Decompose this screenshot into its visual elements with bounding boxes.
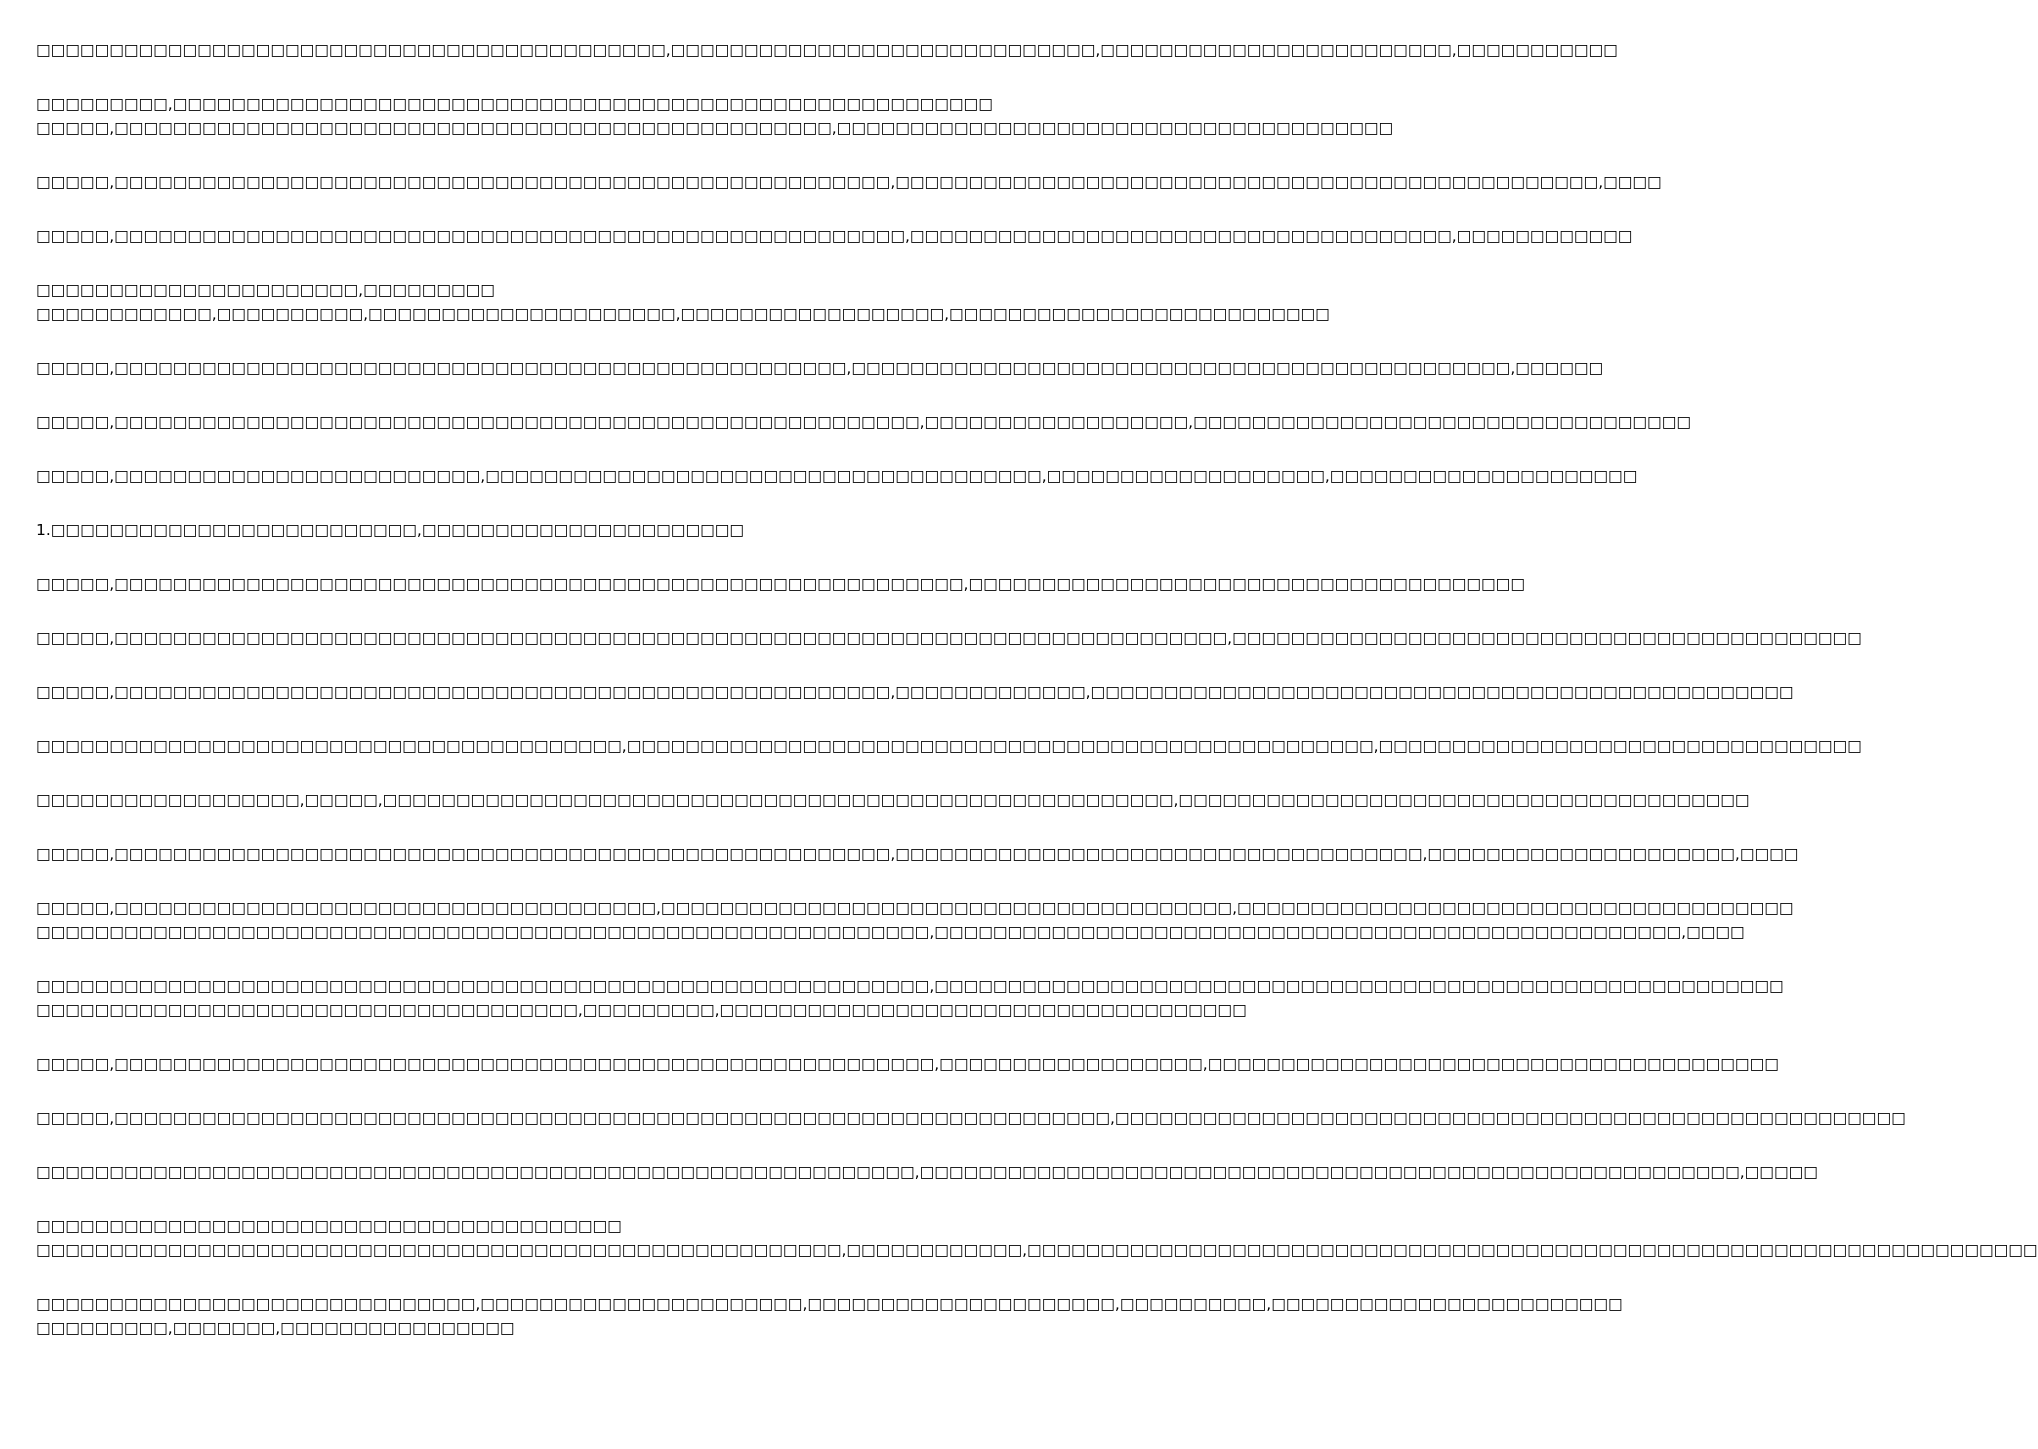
paragraph-21-line-1: □□□□□□□□□□□□□□□□□□□□□□□□□□□□□□□□□□□□□□□□ (36, 1217, 622, 1235)
paragraph-16-line-2: □□□□□□□□□□□□□□□□□□□□□□□□□□□□□□□□□□□□□□□□□□□□□□□□□□□□□□□□□□□□□,□□□□□□□□□□□□□□□□□□□□□□□□□□□□□□□□□□□□□□□□□□□□□□□□□□□,□□□□ (36, 923, 1745, 941)
paragraph-7: □□□□□,□□□□□□□□□□□□□□□□□□□□□□□□□□□□□□□□□□□□□□□□□□□□□□□□□□□□□□□,□□□□□□□□□□□□□□□□□□,□□□□□□□□□□□□□□□□□□□□□□□□□□□□□□□□□□ (36, 413, 1691, 431)
paragraph-4: □□□□□,□□□□□□□□□□□□□□□□□□□□□□□□□□□□□□□□□□□□□□□□□□□□□□□□□□□□□□,□□□□□□□□□□□□□□□□□□□□□□□□□□□□□□□□□□□□□,□□□□□□□□□□□□ (36, 227, 1633, 245)
paragraph-17-line-1: □□□□□□□□□□□□□□□□□□□□□□□□□□□□□□□□□□□□□□□□□□□□□□□□□□□□□□□□□□□□□,□□□□□□□□□□□□□□□□□□□□□□□□□□□□□□□□□□□□□□□□□□□□□□□□□□□□□□□□□□ (36, 977, 1784, 995)
paragraph-18: □□□□□,□□□□□□□□□□□□□□□□□□□□□□□□□□□□□□□□□□□□□□□□□□□□□□□□□□□□□□□□,□□□□□□□□□□□□□□□□□□,□□□□□□□□□□□□□□□□□□□□□□□□□□□□□□□□□□□□□□□ (36, 1055, 1779, 1073)
paragraph-21-line-2: □□□□□□□□□□□□□□□□□□□□□□□□□□□□□□□□□□□□□□□□□□□□□□□□□□□□□□□,□□□□□□□□□□□□,□□□□□□□□□□□□□□□□□□□□□□□□□□□□□□□□□□□□□□□□□□□□□□□□□□□□□□□□□□□□□□□□□□□□□ (36, 1241, 2038, 1259)
paragraph-5-line-1: □□□□□□□□□□□□□□□□□□□□□□,□□□□□□□□□ (36, 281, 495, 299)
paragraph-16-line-1: □□□□□,□□□□□□□□□□□□□□□□□□□□□□□□□□□□□□□□□□□□□,□□□□□□□□□□□□□□□□□□□□□□□□□□□□□□□□□□□□□□□,□□□□□□□□□□□□□□□□□□□□□□□□□□□□□□□□□□□□□□ (36, 899, 1794, 917)
paragraph-1: □□□□□□□□□□□□□□□□□□□□□□□□□□□□□□□□□□□□□□□□□□□,□□□□□□□□□□□□□□□□□□□□□□□□□□□□□,□□□□□□□□□□□□□□□□□□□□□□□□,□□□□□□□□□□□ (36, 41, 1618, 59)
paragraph-8: □□□□□,□□□□□□□□□□□□□□□□□□□□□□□□□,□□□□□□□□□□□□□□□□□□□□□□□□□□□□□□□□□□□□□□,□□□□□□□□□□□□□□□□□□□,□□□□□□□□□□□□□□□□□□□□□ (36, 467, 1638, 485)
paragraph-22-line-2: □□□□□□□□□,□□□□□□□,□□□□□□□□□□□□□□□□ (36, 1319, 515, 1337)
document-page (36, 38, 2038, 1340)
paragraph-20: □□□□□□□□□□□□□□□□□□□□□□□□□□□□□□□□□□□□□□□□□□□□□□□□□□□□□□□□□□□□,□□□□□□□□□□□□□□□□□□□□□□□□□□□□□□□□□□□□□□□□□□□□□□□□□□□□□□□□,□□□□□ (36, 1163, 1818, 1181)
paragraph-3: □□□□□,□□□□□□□□□□□□□□□□□□□□□□□□□□□□□□□□□□□□□□□□□□□□□□□□□□□□□,□□□□□□□□□□□□□□□□□□□□□□□□□□□□□□□□□□□□□□□□□□□□□□□□,□□□□ (36, 173, 1662, 191)
paragraph-10: □□□□□,□□□□□□□□□□□□□□□□□□□□□□□□□□□□□□□□□□□□□□□□□□□□□□□□□□□□□□□□□□,□□□□□□□□□□□□□□□□□□□□□□□□□□□□□□□□□□□□□□ (36, 575, 1525, 593)
paragraph-13: □□□□□□□□□□□□□□□□□□□□□□□□□□□□□□□□□□□□□□□□,□□□□□□□□□□□□□□□□□□□□□□□□□□□□□□□□□□□□□□□□□□□□□□□□□□□,□□□□□□□□□□□□□□□□□□□□□□□□□□□□□□□□□ (36, 737, 1862, 755)
paragraph-6: □□□□□,□□□□□□□□□□□□□□□□□□□□□□□□□□□□□□□□□□□□□□□□□□□□□□□□□□,□□□□□□□□□□□□□□□□□□□□□□□□□□□□□□□□□□□□□□□□□□□□□,□□□□□□ (36, 359, 1604, 377)
paragraph-12: □□□□□,□□□□□□□□□□□□□□□□□□□□□□□□□□□□□□□□□□□□□□□□□□□□□□□□□□□□□,□□□□□□□□□□□□□,□□□□□□□□□□□□□□□□□□□□□□□□□□□□□□□□□□□□□□□□□□□□□□□□ (36, 683, 1794, 701)
paragraph-2-line-2: □□□□□,□□□□□□□□□□□□□□□□□□□□□□□□□□□□□□□□□□□□□□□□□□□□□□□□□,□□□□□□□□□□□□□□□□□□□□□□□□□□□□□□□□□□□□□□ (36, 119, 1394, 137)
paragraph-2-line-1: □□□□□□□□□,□□□□□□□□□□□□□□□□□□□□□□□□□□□□□□□□□□□□□□□□□□□□□□□□□□□□□□□□ (36, 95, 993, 113)
numbered-heading-1: 1.□□□□□□□□□□□□□□□□□□□□□□□□□,□□□□□□□□□□□□□□□□□□□□□□ (36, 521, 745, 539)
paragraph-11: □□□□□,□□□□□□□□□□□□□□□□□□□□□□□□□□□□□□□□□□□□□□□□□□□□□□□□□□□□□□□□□□□□□□□□□□□□□□□□□□□□,□□□□□□□□□□□□□□□□□□□□□□□□□□□□□□□□□□□□□□□□□□□ (36, 629, 1862, 647)
paragraph-15: □□□□□,□□□□□□□□□□□□□□□□□□□□□□□□□□□□□□□□□□□□□□□□□□□□□□□□□□□□□,□□□□□□□□□□□□□□□□□□□□□□□□□□□□□□□□□□□□,□□□□□□□□□□□□□□□□□□□□□,□□□□ (36, 845, 1799, 863)
paragraph-19: □□□□□,□□□□□□□□□□□□□□□□□□□□□□□□□□□□□□□□□□□□□□□□□□□□□□□□□□□□□□□□□□□□□□□□□□□□,□□□□□□□□□□□□□□□□□□□□□□□□□□□□□□□□□□□□□□□□□□□□□□□□□□□□□□ (36, 1109, 1906, 1127)
paragraph-22-line-1: □□□□□□□□□□□□□□□□□□□□□□□□□□□□□□,□□□□□□□□□□□□□□□□□□□□□□,□□□□□□□□□□□□□□□□□□□□□,□□□□□□□□□□,□□□□□□□□□□□□□□□□□□□□□□□□ (36, 1295, 1623, 1313)
paragraph-5-line-2: □□□□□□□□□□□□,□□□□□□□□□□,□□□□□□□□□□□□□□□□□□□□□,□□□□□□□□□□□□□□□□□□,□□□□□□□□□□□□□□□□□□□□□□□□□□ (36, 305, 1330, 323)
paragraph-14: □□□□□□□□□□□□□□□□□□,□□□□□,□□□□□□□□□□□□□□□□□□□□□□□□□□□□□□□□□□□□□□□□□□□□□□□□□□□□□□,□□□□□□□□□□□□□□□□□□□□□□□□□□□□□□□□□□□□□□□ (36, 791, 1750, 809)
paragraph-17-line-2: □□□□□□□□□□□□□□□□□□□□□□□□□□□□□□□□□□□□□,□□□□□□□□□,□□□□□□□□□□□□□□□□□□□□□□□□□□□□□□□□□□□□ (36, 1001, 1247, 1019)
